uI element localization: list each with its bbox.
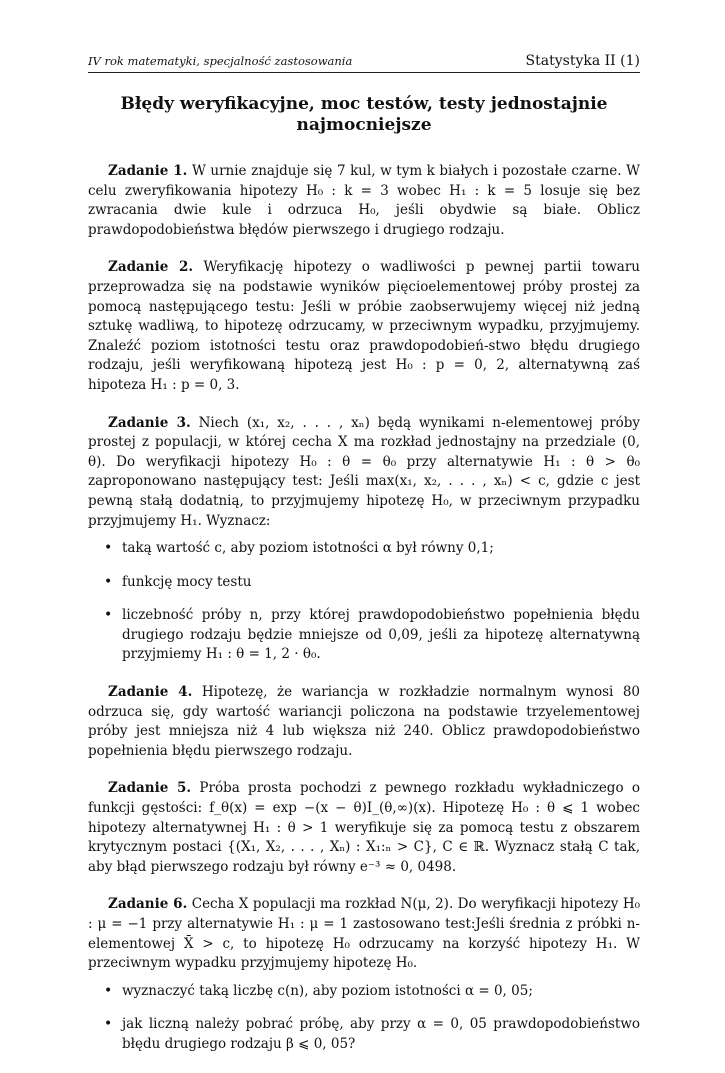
bullet-icon: • <box>104 1016 113 1033</box>
task-label: Zadanie 3. <box>108 414 191 431</box>
header-subject: Statystyka II (1) <box>525 53 640 69</box>
header-course: IV rok matematyki, specjalność zastosowania <box>88 54 353 68</box>
task-1 <box>88 162 640 240</box>
bullet-icon: • <box>104 540 113 557</box>
task-6 <box>88 895 640 973</box>
list-item-text: wyznaczyć taką liczbę c(n), aby poziom istotności α = 0, 05; <box>122 982 533 999</box>
list-item <box>88 539 640 559</box>
task-label: Zadanie 4. <box>108 684 193 701</box>
bullet-icon: • <box>104 982 113 999</box>
list-item <box>88 1015 640 1054</box>
task-3 <box>88 414 640 532</box>
bullet-icon: • <box>104 573 113 590</box>
task-text: Hipotezę, że wariancja w rozkładzie normalnym wynosi 80 odrzuca się, gdy wartość wariancji policzona na podstawie trzyelementowej próby jest mniejsza niż 4 lub większa niż 240. Oblicz prawdopodobieństwo popełnienia błędu pierwszego rodzaju. <box>88 684 640 759</box>
task-label: Zadanie 5. <box>108 780 192 797</box>
list-item-text: liczebność próby n, przy której prawdopodobieństwo popełnienia błędu drugiego rodzaju będzie mniejsze od 0,09, jeśli za hipotezę alternatywną przyjmiemy H₁ : θ = 1, 2 · θ₀. <box>122 607 640 663</box>
list-item <box>88 573 640 593</box>
list-item <box>88 606 640 665</box>
list-item-text: taką wartość c, aby poziom istotności α był równy 0,1; <box>122 540 494 557</box>
task-text: Próba prosta pochodzi z pewnego rozkładu wykładniczego o funkcji gęstości: f_θ(x) = exp −(x − θ)I_(θ,∞)(x). Hipotezę H₀ : θ ⩽ 1 wobec hipotezy alternatywnej H₁ : θ > 1 weryfikuje się za pomocą testu z obszarem krytycznym postaci {(X₁, X₂, . . . , Xₙ) : X₁:ₙ > C}, C ∈ ℝ. Wyznacz stałą C tak, aby błąd pierwszego rodzaju był równy e⁻³ ≈ 0, 0498. <box>88 780 640 875</box>
list-item <box>88 982 640 1002</box>
task-label: Zadanie 6. <box>108 896 188 913</box>
document-body <box>88 162 640 1073</box>
task-label: Zadanie 1. <box>108 163 188 179</box>
task-5 <box>88 779 640 877</box>
task-6-list <box>88 982 640 1055</box>
page-header <box>88 50 640 73</box>
list-item-text: funkcję mocy testu <box>122 573 252 590</box>
task-3-list <box>88 539 640 665</box>
task-text: Cecha X populacji ma rozkład N(μ, 2). Do weryfikacji hipotezy H₀ : μ = −1 przy alternatywie H₁ : μ = 1 zastosowano test:Jeśli średnia z próbki n-elementowej X̄ > c, to hipotezę H₀ odrzucamy na korzyść hipotezy H₁. W przeciwnym wypadku przyjmujemy hipotezę H₀. <box>88 896 641 972</box>
list-item-text: jak liczną należy pobrać próbę, aby przy α = 0, 05 prawdopodobieństwo błędu drugiego rodzaju β ⩽ 0, 05? <box>122 1016 640 1052</box>
task-4 <box>88 683 640 761</box>
document-title: Błędy weryfikacyjne, moc testów, testy jednostajnie najmocniejsze <box>120 94 608 135</box>
bullet-icon: • <box>104 607 113 624</box>
task-text: Weryfikację hipotezy o wadliwości p pewnej partii towaru przeprowadza się na podstawie wyników pięcioelementowej próby prostej za pomocą następującego testu: Jeśli w próbie zaobserwujemy więcej niż jedną sztukę wadliwą, to hipotezę odrzucamy, w przeciwnym wypadku, przyjmujemy. Znaleźć poziom istotności testu oraz prawdopodobień-stwo błędu drugiego rodzaju, jeśli weryfikowaną hipotezą jest H₀ : p = 0, 2, alternatywną zaś hipoteza H₁ : p = 0, 3. <box>88 259 640 393</box>
task-2 <box>88 258 640 395</box>
task-text: W urnie znajduje się 7 kul, w tym k białych i pozostałe czarne. W celu zweryfikowania hipotezy H₀ : k = 3 wobec H₁ : k = 5 losuje się bez zwracania dwie kule i odrzuca H₀, jeśli obydwie są białe. Oblicz prawdopodobieństwa błędów pierwszego i drugiego rodzaju. <box>88 163 641 238</box>
task-label: Zadanie 2. <box>108 259 194 276</box>
task-text: Niech (x₁, x₂, . . . , xₙ) będą wynikami n-elementowej próby prostej z populacji, w której cecha X ma rozkład jednostajny na przedziale (0, θ). Do weryfikacji hipotezy H₀ : θ = θ₀ przy alternatywie H₁ : θ > θ₀ zaproponowano następujący test: Jeśli max(x₁, x₂, . . . , xₙ) < c, gdzie c jest pewną stałą dodatnią, to przyjmujemy hipotezę H₀, w przeciwnym przypadku przyjmujemy H₁. Wyznacz: <box>88 414 640 529</box>
